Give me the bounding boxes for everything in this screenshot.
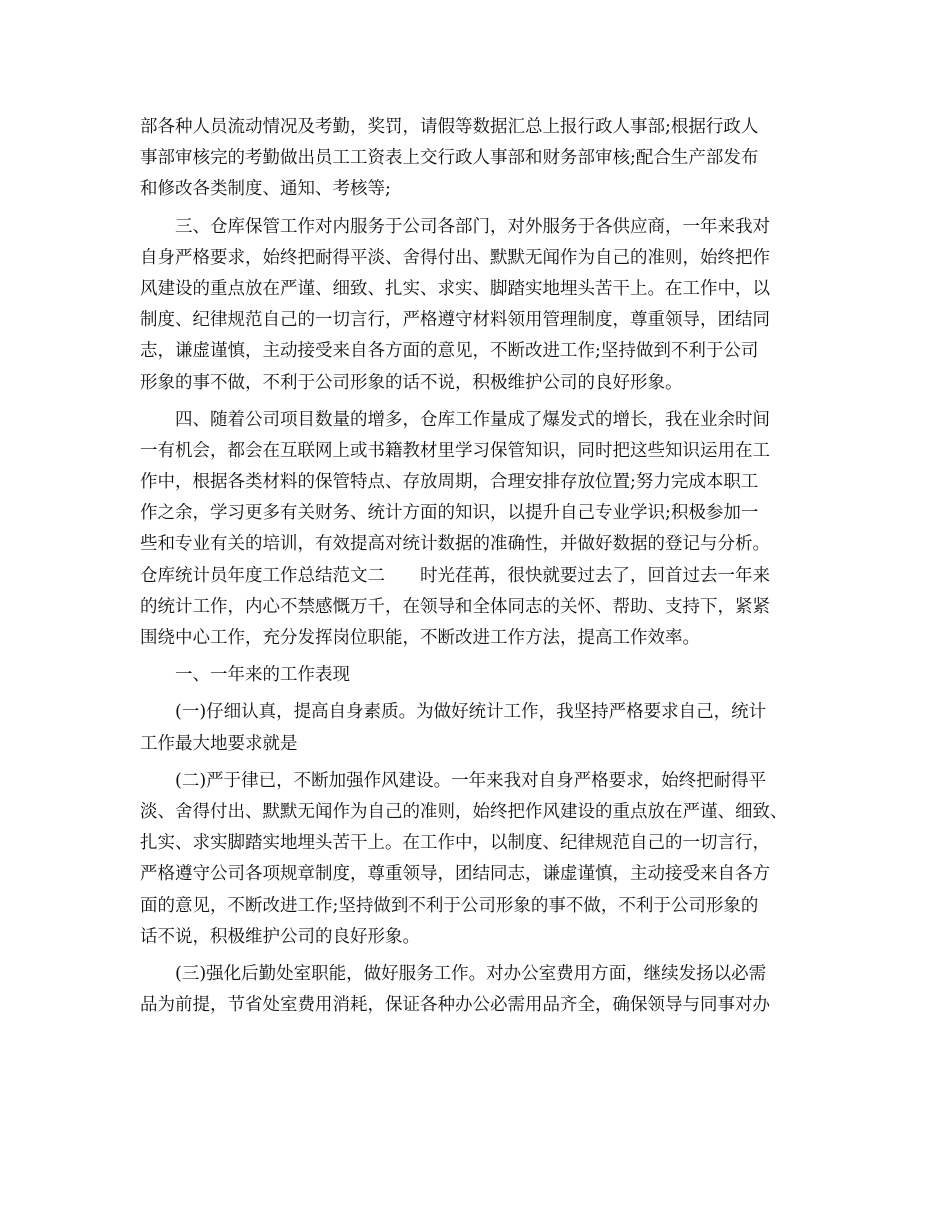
text-line: 形象的事不做，不利于公司形象的话不说，积极维护公司的良好形象。 (140, 372, 683, 393)
heading-line: 一、一年来的工作表现 (175, 665, 350, 686)
text-line: 和修改各类制度、通知、考核等; (140, 179, 391, 200)
paragraph-start: 三、仓库保管工作对内服务于公司各部门，对外服务于各供应商，一年来我对 (175, 216, 770, 237)
text-line: 品为前提，节省处室费用消耗，保证各种办公必需用品齐全，确保领导与同事对办 (140, 995, 770, 1016)
text-line: 事部审核完的考勤做出员工工资表上交行政人事部和财务部审核;配合生产部发布 (140, 148, 759, 169)
text-line: 围绕中心工作，充分发挥岗位职能，不断改进工作方法，提高工作效率。 (140, 628, 700, 648)
text-line: 风建设的重点放在严谨、细致、扎实、求实、脚踏实地埋头苦干上。在工作中，以 (140, 278, 770, 299)
text-line: 话不说，积极维护公司的良好形象。 (140, 926, 420, 947)
text-line: 一有机会，都会在互联网上或书籍教材里学习保管知识，同时把这些知识运用在工 (140, 440, 770, 461)
text-line: 些和专业有关的培训，有效提高对统计数据的准确性，并做好数据的登记与分析。 (140, 534, 770, 555)
document-page (140, 112, 820, 1021)
text-line: 作中，根据各类材料的保管特点、存放周期，合理安排存放位置;努力完成本职工 (140, 472, 759, 493)
text-line: 部各种人员流动情况及考勤，奖罚，请假等数据汇总上报行政人事部;根据行政人 (140, 117, 759, 137)
text-line: 志，谦虚谨慎，主动接受来自各方面的意见，不断改进工作;坚持做到不利于公司 (140, 341, 759, 362)
section-title-line: 仓库统计员年度工作总结范文二 时光荏苒，很快就要过去了，回首过去一年来 (140, 565, 770, 586)
text-line: 严格遵守公司各项规章制度，尊重领导，团结同志，谦虚谨慎，主动接受来自各方 (140, 864, 770, 885)
text-line: 制度、纪律规范自己的一切言行，严格遵守材料领用管理制度，尊重领导，团结同 (140, 310, 770, 331)
text-line: 自身严格要求，始终把耐得平淡、舍得付出、默默无闻作为自己的准则，始终把作 (140, 247, 770, 268)
text-line: 的统计工作，内心不禁感慨万千，在领导和全体同志的关怀、帮助、支持下，紧紧 (140, 596, 770, 617)
paragraph-start: 四、随着公司项目数量的增多，仓库工作量成了爆发式的增长，我在业余时间 (175, 409, 770, 430)
paragraph-start: (一)仔细认真，提高自身素质。为做好统计工作，我坚持严格要求自己，统计 (175, 702, 767, 723)
text-line: 作之余，学习更多有关财务、统计方面的知识，以提升自己专业学识;积极参加一 (140, 503, 759, 524)
text-line: 扎实、求实脚踏实地埋头苦干上。在工作中，以制度、纪律规范自己的一切言行， (140, 833, 770, 854)
paragraph-start: (三)强化后勤处室职能，做好服务工作。对办公室费用方面，继续发扬以必需 (175, 963, 767, 984)
text-line: 工作最大地要求就是 (140, 733, 298, 754)
text-line: 面的意见，不断改进工作;坚持做到不利于公司形象的事不做，不利于公司形象的 (140, 895, 759, 916)
text-line: 淡、舍得付出、默默无闻作为自己的准则，始终把作风建设的重点放在严谨、细致、 (140, 801, 788, 822)
paragraph-start: (二)严于律已，不断加强作风建设。一年来我对自身严格要求，始终把耐得平 (175, 770, 767, 791)
